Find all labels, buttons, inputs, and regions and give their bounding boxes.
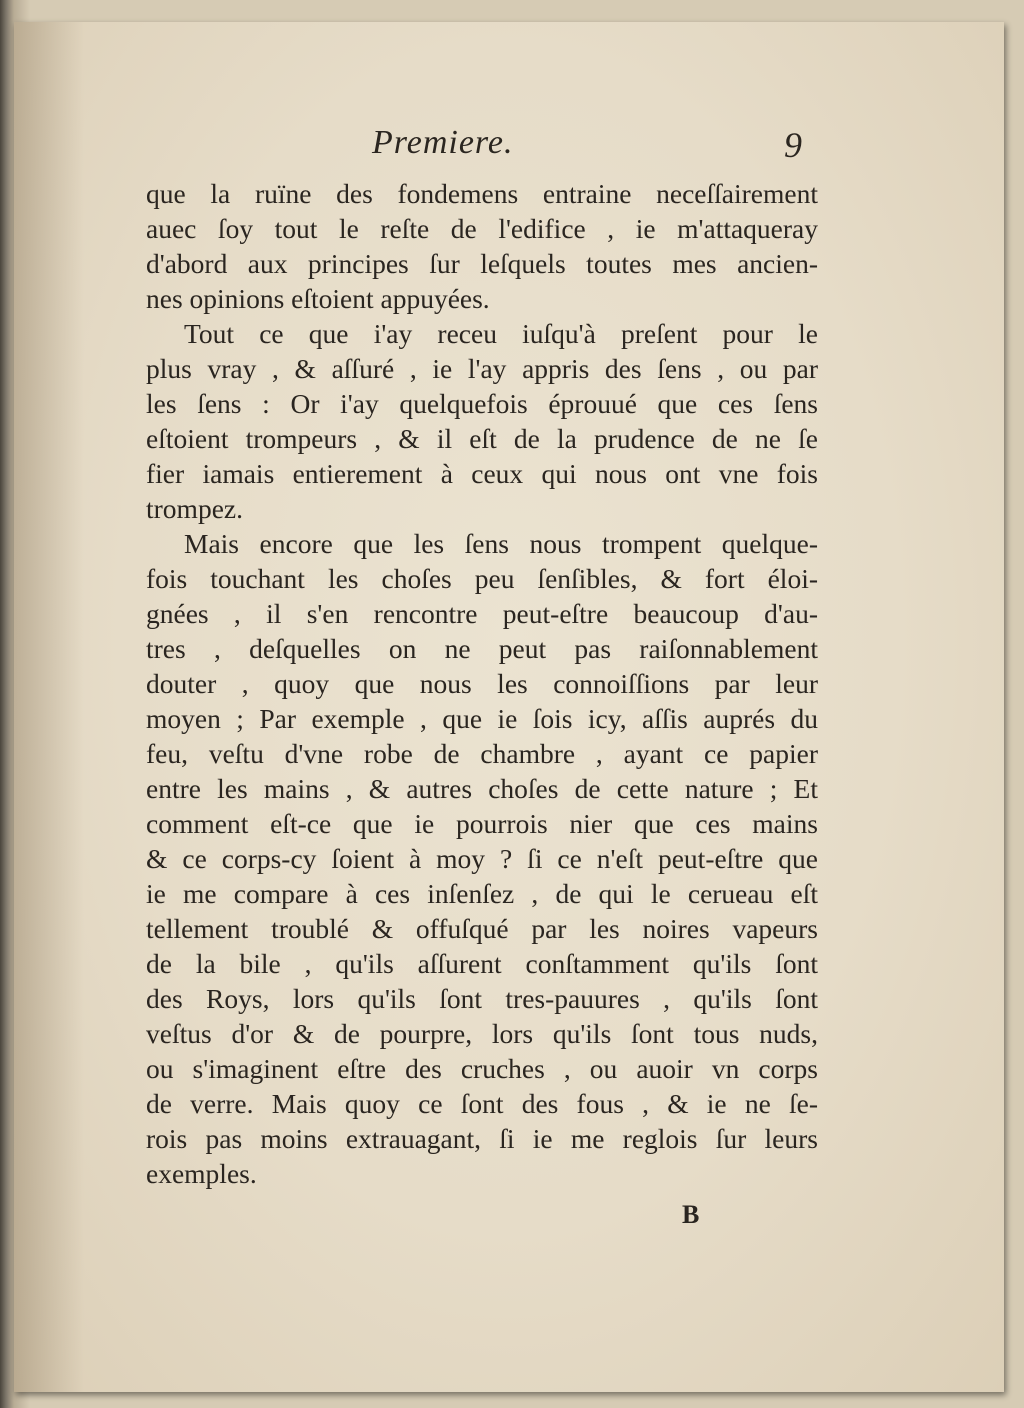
text-line: fier iamais entierement à ceux qui nous ont vne fois xyxy=(146,458,818,489)
text-line: eſtoient trompeurs , & il eſt de la prudence de ne ſe xyxy=(146,423,818,454)
text-line: auec ſoy tout le reſte de l'edifice , ie m'attaqueray xyxy=(146,213,818,244)
text-line: feu, veſtu d'vne robe de chambre , ayant ce papier xyxy=(146,738,818,769)
page-number: 9 xyxy=(784,125,802,165)
body-text xyxy=(146,176,818,1191)
text-line: exemples. xyxy=(146,1158,257,1189)
text-line: tellement troublé & offuſqué par les noires vapeurs xyxy=(146,913,818,944)
text-line: tres , deſquelles on ne peut pas raiſonnablement xyxy=(146,633,818,664)
text-line: gnées , il s'en rencontre peut-eſtre beaucoup d'au- xyxy=(146,598,818,629)
text-line: rois pas moins extrauagant, ſi ie me reglois ſur leurs xyxy=(146,1123,818,1154)
text-line: plus vray , & aſſuré , ie l'ay appris des ſens , ou par xyxy=(146,353,818,384)
text-line: Mais encore que les ſens nous trompent quelque- xyxy=(184,528,818,559)
text-line: les ſens : Or i'ay quelquefois éprouué que ces ſens xyxy=(146,388,818,419)
text-line: fois touchant les choſes peu ſenſibles, & fort éloi- xyxy=(146,563,818,594)
text-line: entre les mains , & autres choſes de cette nature ; Et xyxy=(146,773,818,804)
text-line: moyen ; Par exemple , que ie ſois icy, aſſis auprés du xyxy=(146,703,818,734)
text-line: nes opinions eſtoient appuyées. xyxy=(146,283,490,314)
signature-mark: B xyxy=(682,1200,700,1229)
text-line: douter , quoy que nous les connoiſſions par leur xyxy=(146,668,818,699)
text-line: veſtus d'or & de pourpre, lors qu'ils ſont tous nuds, xyxy=(146,1018,818,1049)
text-line: ie me compare à ces inſenſez , de qui le cerueau eſt xyxy=(146,878,818,909)
text-line: ou s'imaginent eſtre des cruches , ou auoir vn corps xyxy=(146,1053,818,1084)
text-line: de verre. Mais quoy ce ſont des fous , & ie ne ſe- xyxy=(146,1088,818,1119)
text-line: comment eſt-ce que ie pourrois nier que ces mains xyxy=(146,808,818,839)
text-line: de la bile , qu'ils aſſurent conſtamment qu'ils ſont xyxy=(146,948,818,979)
text-line: d'abord aux principes ſur leſquels toutes mes ancien- xyxy=(146,248,818,279)
text-line: trompez. xyxy=(146,493,243,524)
text-line: des Roys, lors qu'ils ſont tres-pauures , qu'ils ſont xyxy=(146,983,818,1014)
text-line: que la ruïne des fondemens entraine neceſſairement xyxy=(146,178,818,209)
book-page xyxy=(14,22,1004,1392)
text-line: Tout ce que i'ay receu iuſqu'à preſent pour le xyxy=(184,318,818,349)
running-head: Premiere. xyxy=(372,124,514,161)
text-line: & ce corps-cy ſoient à moy ? ſi ce n'eſt peut-eſtre que xyxy=(146,843,818,874)
